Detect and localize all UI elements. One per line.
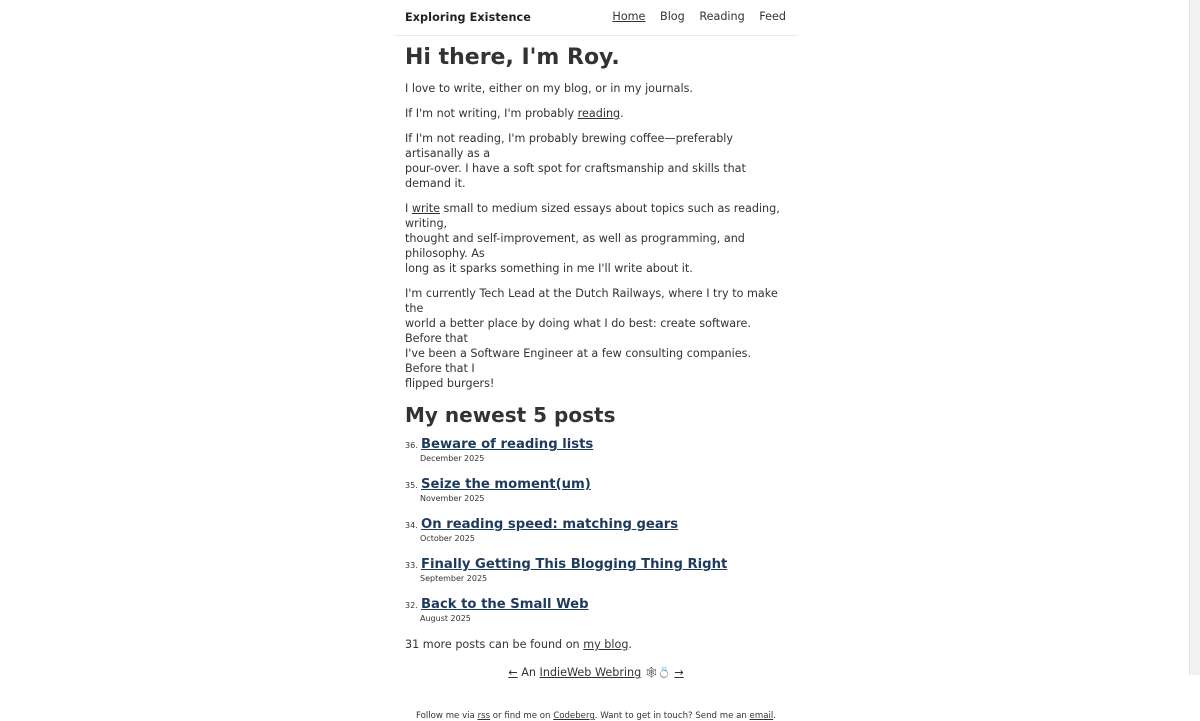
text: thought and self-improvement, as well as programming, and philosophy. As xyxy=(405,232,745,260)
post-date: November 2025 xyxy=(420,494,485,503)
post-item xyxy=(405,557,787,597)
text: long as it sparks something in me I'll write about it. xyxy=(405,262,693,275)
site-footer xyxy=(405,711,787,721)
webring xyxy=(405,666,787,679)
main-content xyxy=(395,45,797,721)
webring-prev-link[interactable]: ← xyxy=(508,666,518,679)
intro-paragraph-3 xyxy=(405,131,787,191)
site-header xyxy=(395,0,797,36)
text: pour-over. I have a soft spot for craftsmanship and skills that demand it. xyxy=(405,162,746,190)
text: or find me on xyxy=(490,711,554,721)
post-item xyxy=(405,597,787,637)
webring-next-link[interactable]: → xyxy=(674,666,684,679)
text: small to medium sized essays about topics such as reading, writing, xyxy=(405,202,780,230)
webring-link[interactable]: IndieWeb Webring xyxy=(539,666,642,679)
post-date: August 2025 xyxy=(420,614,471,623)
page-container xyxy=(395,0,797,721)
text: 31 more posts can be found on xyxy=(405,638,584,651)
intro-paragraph-4 xyxy=(405,201,787,276)
post-date: December 2025 xyxy=(420,454,485,463)
main-nav xyxy=(601,10,786,23)
post-title-link[interactable]: Seize the moment(um) xyxy=(421,477,591,492)
text: . Want to get in touch? Send me an xyxy=(594,711,750,721)
more-posts-text xyxy=(405,637,787,652)
text: . xyxy=(620,107,624,120)
text: I'm currently Tech Lead at the Dutch Railways, where I try to make the xyxy=(405,287,778,315)
post-number: 35. xyxy=(405,481,418,490)
intro-paragraph-5 xyxy=(405,286,787,391)
text: . xyxy=(628,638,632,651)
email-link[interactable]: email xyxy=(749,711,774,721)
codeberg-link[interactable]: Codeberg xyxy=(553,711,595,721)
post-title-link[interactable]: Beware of reading lists xyxy=(421,437,594,452)
intro-heading: Hi there, I'm Roy. xyxy=(405,45,620,70)
text: Follow me via xyxy=(416,711,478,721)
spiderweb-ring-icon: 🕸💍 xyxy=(641,667,675,679)
my-blog-link[interactable]: my blog xyxy=(583,638,629,651)
posts-list xyxy=(405,437,787,637)
posts-heading: My newest 5 posts xyxy=(405,403,616,427)
post-number: 33. xyxy=(405,561,418,570)
nav-reading-link[interactable]: Reading xyxy=(699,10,745,23)
text: world a better place by doing what I do best: create software. Before that xyxy=(405,317,751,345)
post-item xyxy=(405,477,787,517)
write-link[interactable]: write xyxy=(411,202,440,215)
nav-home-link[interactable]: Home xyxy=(612,10,646,23)
text: . xyxy=(773,711,776,721)
intro-paragraph-1: I love to write, either on my blog, or in my journals. xyxy=(405,82,693,95)
post-title-link[interactable]: Finally Getting This Blogging Thing Right xyxy=(421,557,728,572)
post-item xyxy=(405,517,787,557)
text: If I'm not reading, I'm probably brewing coffee—preferably artisanally as a xyxy=(405,132,734,160)
post-number: 34. xyxy=(405,521,418,530)
post-date: October 2025 xyxy=(420,534,475,543)
text: If I'm not writing, I'm probably xyxy=(405,107,578,120)
intro-paragraph-2 xyxy=(405,106,787,121)
post-date: September 2025 xyxy=(420,574,488,583)
post-number: 32. xyxy=(405,601,418,610)
rss-link[interactable]: rss xyxy=(477,711,491,721)
nav-feed-link[interactable]: Feed xyxy=(759,10,786,23)
text: I've been a Software Engineer at a few consulting companies. Before that I xyxy=(405,347,752,375)
text: An xyxy=(517,666,540,679)
text: I xyxy=(405,202,412,215)
reading-link[interactable]: reading xyxy=(577,107,621,120)
text: flipped burgers! xyxy=(405,377,495,390)
page-scrollbar[interactable] xyxy=(1189,0,1200,675)
post-title-link[interactable]: On reading speed: matching gears xyxy=(421,517,679,532)
post-title-link[interactable]: Back to the Small Web xyxy=(421,597,589,612)
nav-blog-link[interactable]: Blog xyxy=(660,10,685,23)
post-number: 36. xyxy=(405,441,418,450)
post-item xyxy=(405,437,787,477)
site-title[interactable]: Exploring Existence xyxy=(405,11,531,24)
